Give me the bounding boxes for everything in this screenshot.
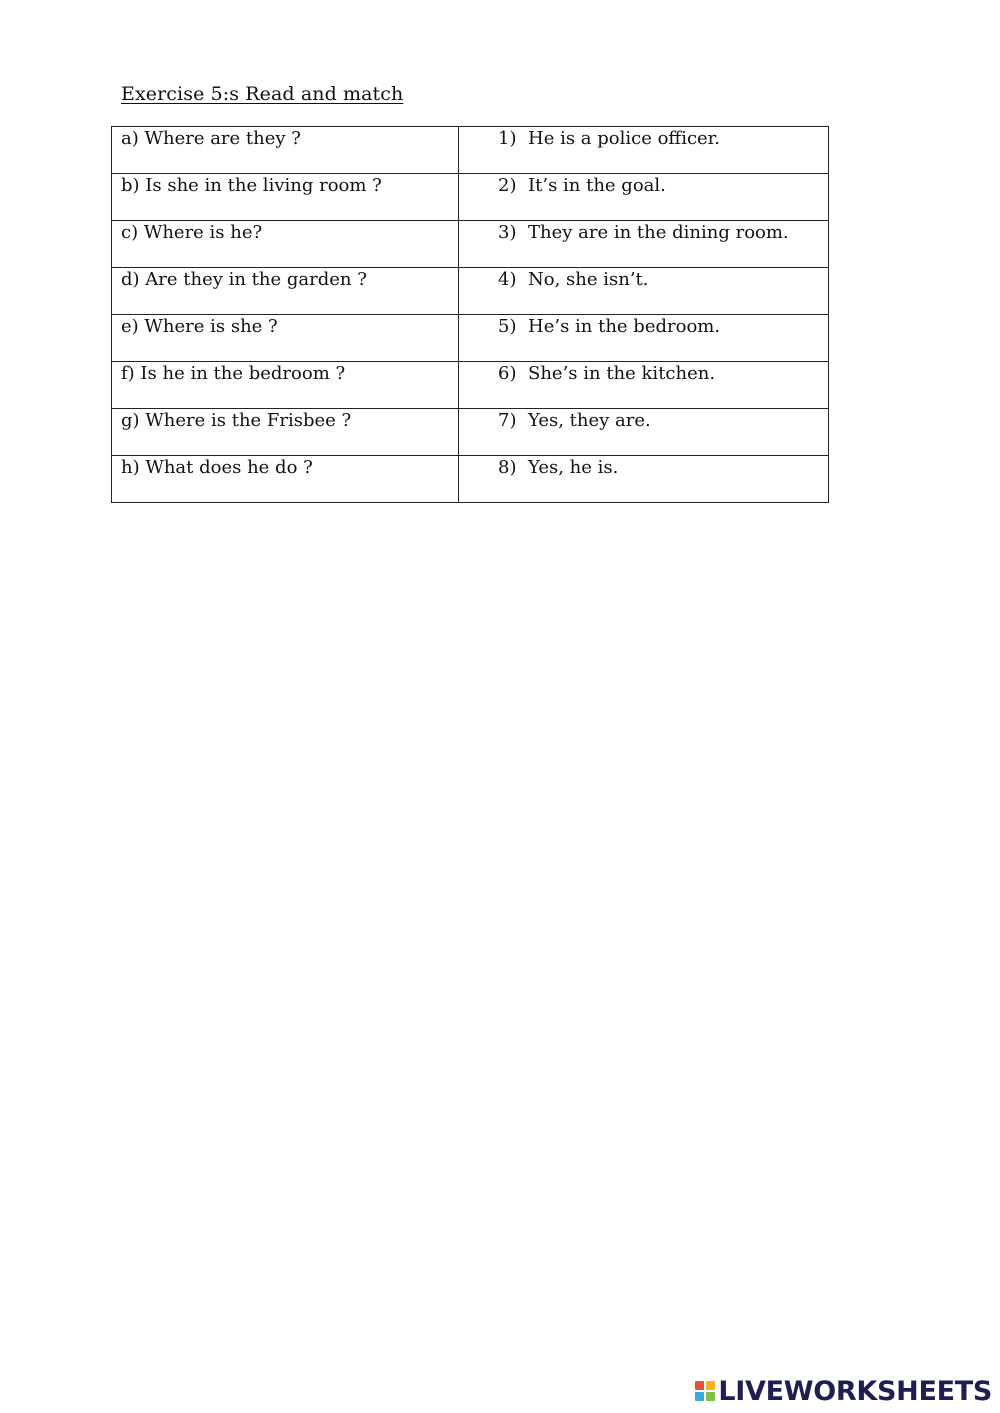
liveworksheets-logo-icon [695, 1381, 715, 1401]
answer-cell [459, 127, 829, 174]
answer-text: Yes, they are. [528, 410, 651, 431]
question-cell: b) Is she in the living room ? [112, 174, 459, 221]
question-cell: g) Where is the Frisbee ? [112, 409, 459, 456]
table-row [112, 409, 829, 456]
answer-text: She’s in the kitchen. [528, 363, 716, 384]
table-row [112, 456, 829, 503]
answer-text: He is a police officer. [528, 128, 721, 149]
answer-number: 7) [498, 410, 517, 431]
answer-cell [459, 315, 829, 362]
table-row [112, 268, 829, 315]
answer-cell [459, 174, 829, 221]
question-cell: h) What does he do ? [112, 456, 459, 503]
table-row [112, 221, 829, 268]
answer-text: They are in the dining room. [528, 222, 789, 243]
table-row [112, 174, 829, 221]
logo-square [706, 1381, 715, 1390]
answer-text: He’s in the bedroom. [528, 316, 721, 337]
answer-text: It’s in the goal. [528, 175, 666, 196]
answer-text: Yes, he is. [528, 457, 619, 478]
answer-cell [459, 268, 829, 315]
logo-square [706, 1392, 715, 1401]
answer-cell [459, 221, 829, 268]
liveworksheets-watermark [695, 1375, 992, 1407]
watermark-text: LIVEWORKSHEETS [718, 1375, 992, 1407]
answer-number: 2) [498, 175, 517, 196]
answer-cell [459, 362, 829, 409]
answer-cell [459, 409, 829, 456]
exercise-title: Exercise 5:s Read and match [121, 83, 404, 105]
answer-number: 3) [498, 222, 517, 243]
table-row [112, 127, 829, 174]
question-cell: e) Where is she ? [112, 315, 459, 362]
question-cell: d) Are they in the garden ? [112, 268, 459, 315]
question-cell: f) Is he in the bedroom ? [112, 362, 459, 409]
answer-text: No, she isn’t. [528, 269, 649, 290]
answer-cell [459, 456, 829, 503]
answer-number: 8) [498, 457, 517, 478]
answer-number: 6) [498, 363, 517, 384]
match-table [111, 126, 829, 503]
table-row [112, 362, 829, 409]
answer-number: 4) [498, 269, 517, 290]
logo-square [695, 1392, 704, 1401]
answer-number: 1) [498, 128, 517, 149]
logo-square [695, 1381, 704, 1390]
table-row [112, 315, 829, 362]
question-cell: c) Where is he? [112, 221, 459, 268]
question-cell: a) Where are they ? [112, 127, 459, 174]
answer-number: 5) [498, 316, 517, 337]
